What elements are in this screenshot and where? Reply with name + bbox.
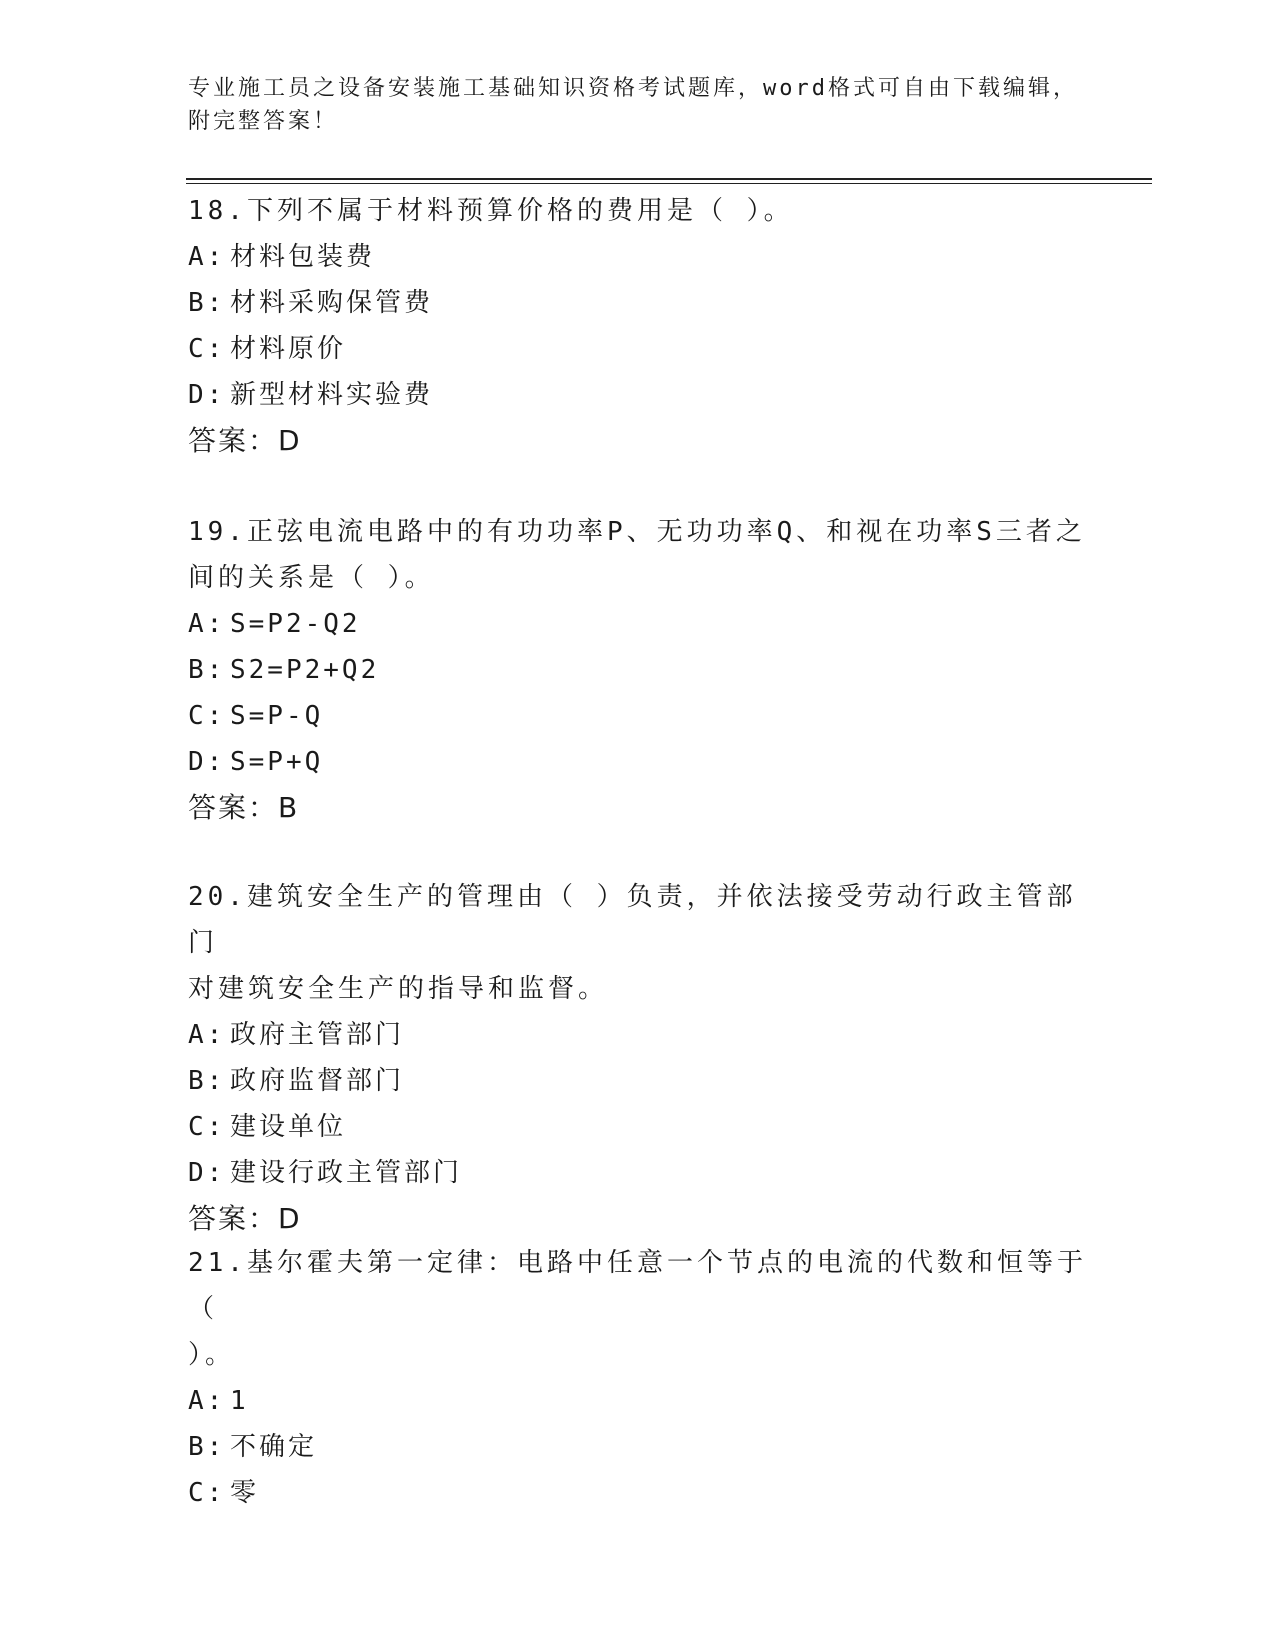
answer-line: 答案：D: [188, 1202, 302, 1235]
option-text: 政府主管部门: [230, 1020, 405, 1050]
question-18: [188, 188, 1088, 464]
option-label: D:: [188, 380, 226, 410]
question-stem: 18.下列不属于材料预算价格的费用是（ ）。: [188, 196, 794, 226]
option-text: 零: [230, 1478, 260, 1508]
answer-line: 答案：D: [188, 424, 302, 457]
question-20: [188, 874, 1088, 1242]
option-a: [188, 1012, 1088, 1058]
option-b: [188, 647, 1088, 693]
header-divider-bottom: [186, 183, 1152, 184]
option-d: [188, 372, 1088, 418]
option-label: C:: [188, 701, 226, 731]
option-b: [188, 1058, 1088, 1104]
option-text: S=P+Q: [230, 747, 324, 777]
document-header: [188, 72, 1088, 138]
option-label: B:: [188, 1432, 226, 1462]
question-stem-line-2: ）。: [188, 1340, 236, 1370]
option-text: S=P2-Q2: [230, 609, 361, 639]
option-a: [188, 1378, 1088, 1424]
option-c: [188, 326, 1088, 372]
header-divider-top: [186, 178, 1152, 180]
option-c: [188, 1470, 1088, 1516]
option-label: C:: [188, 1112, 226, 1142]
option-a: [188, 601, 1088, 647]
question-stem-line-2: 间的关系是（ ）。: [188, 563, 435, 593]
question-stem-line-1: 19.正弦电流电路中的有功功率P、无功功率Q、和视在功率S三者之: [188, 517, 1086, 547]
option-b: [188, 1424, 1088, 1470]
option-label: C:: [188, 334, 226, 364]
option-text: S2=P2+Q2: [230, 655, 380, 685]
question-stem-line-1: 20.建筑安全生产的管理由（ ）负责，并依法接受劳动行政主管部门: [188, 882, 1077, 958]
option-text: 建设单位: [230, 1112, 347, 1142]
option-text: 建设行政主管部门: [230, 1158, 463, 1188]
option-text: 新型材料实验费: [230, 380, 434, 410]
option-d: [188, 1150, 1088, 1196]
option-label: D:: [188, 747, 226, 777]
question-19: [188, 509, 1088, 831]
option-text: 材料原价: [230, 334, 347, 364]
option-text: 政府监督部门: [230, 1066, 405, 1096]
option-label: B:: [188, 655, 226, 685]
option-label: D:: [188, 1158, 226, 1188]
option-d: [188, 739, 1088, 785]
option-label: A:: [188, 609, 226, 639]
question-stem-line-1: 21.基尔霍夫第一定律：电路中任意一个节点的电流的代数和恒等于（: [188, 1248, 1087, 1324]
option-text: 不确定: [230, 1432, 318, 1462]
option-c: [188, 693, 1088, 739]
header-line-2: 附完整答案！: [188, 109, 339, 134]
option-label: A:: [188, 1020, 226, 1050]
option-label: B:: [188, 288, 226, 318]
option-a: [188, 234, 1088, 280]
answer-line: 答案：B: [188, 791, 300, 824]
option-label: A:: [188, 1386, 226, 1416]
option-text: 1: [230, 1386, 249, 1416]
option-label: A:: [188, 242, 226, 272]
option-b: [188, 280, 1088, 326]
option-label: B:: [188, 1066, 226, 1096]
option-text: 材料采购保管费: [230, 288, 434, 318]
option-text: S=P-Q: [230, 701, 324, 731]
question-21: [188, 1240, 1088, 1516]
header-line-1: 专业施工员之设备安装施工基础知识资格考试题库，word格式可自由下载编辑，: [188, 76, 1078, 101]
option-c: [188, 1104, 1088, 1150]
option-text: 材料包装费: [230, 242, 376, 272]
option-label: C:: [188, 1478, 226, 1508]
question-stem-line-2: 对建筑安全生产的指导和监督。: [188, 974, 609, 1004]
